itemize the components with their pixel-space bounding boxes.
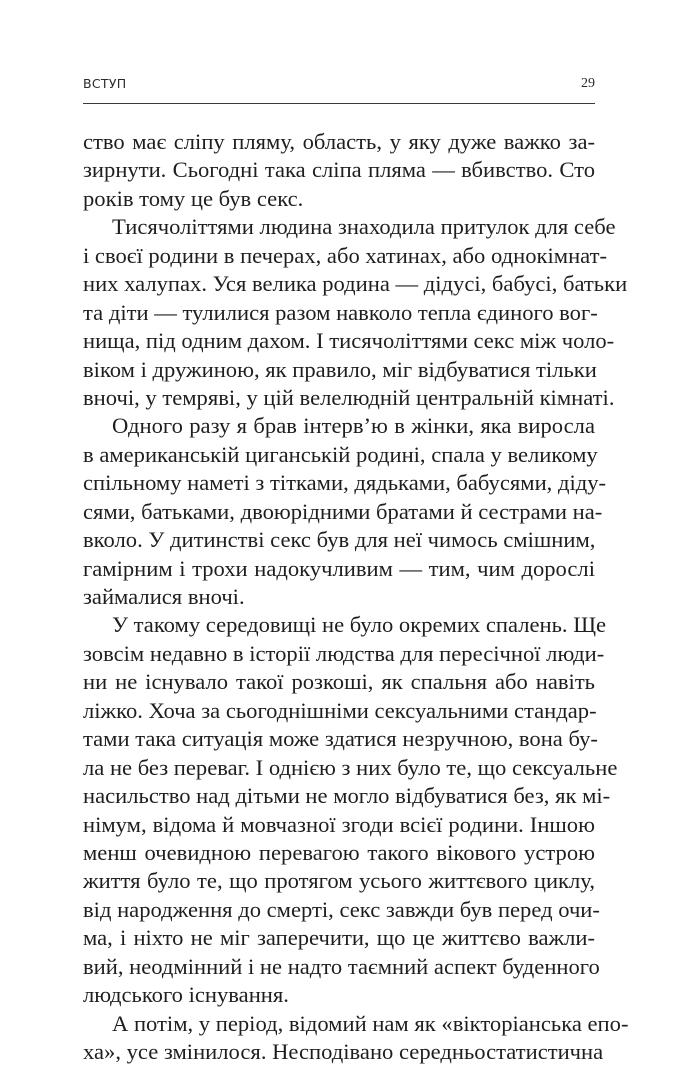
running-header — [83, 72, 595, 94]
text-line: ма, і ніхто не міг заперечити, що це життєво важли- — [83, 925, 595, 951]
text-line: зирнути. Сьогодні така сліпа пляма — вбивство. Сто — [83, 157, 595, 183]
text-line: насильство над дітьми не могло відбуватися без, як мі- — [83, 783, 611, 809]
text-line: німум, відома й мовчазної згоди всієї родини. Іншою — [83, 811, 595, 837]
header-rule — [83, 103, 595, 104]
text-line: та діти — тулилися разом навколо тепла єдиного вог- — [83, 299, 598, 325]
text-line: вий, неодмінний і не надто таємний аспект буденного — [83, 953, 600, 979]
text-line: них халупах. Уся велика родина — дідусі, бабусі, батьки — [83, 271, 628, 297]
page-number: 29 — [581, 76, 595, 91]
text-line: У такому середовищі не було окремих спалень. Ще — [112, 612, 607, 638]
text-line: А потім, у період, відомий нам як «вікторіанська епо- — [112, 1010, 629, 1036]
text-line: вколо. У дитинстві секс був для неї чимось смішним, — [83, 527, 596, 553]
section-title: ВСТУП — [83, 76, 127, 91]
text-line: ха», усе змінилося. Несподівано середньостатистична — [83, 1039, 604, 1064]
text-line: ла не без переваг. І однією з них було те, що сексуальне — [83, 754, 618, 780]
text-line: сями, батьками, двоюрідними братами й сестрами на- — [83, 498, 603, 524]
text-line: ліжко. Хоча за сьогоднішніми сексуальними стандар- — [83, 697, 597, 723]
text-line: років тому це був секс. — [83, 185, 304, 211]
text-line: ство має сліпу пляму, область, у яку дуже важко за- — [83, 129, 595, 154]
text-line: нища, під одним дахом. І тисячоліттями секс між чоло- — [83, 328, 615, 354]
text-line: займалися вночі. — [83, 584, 245, 609]
paragraph — [83, 1010, 629, 1067]
paragraph — [83, 213, 628, 412]
text-line: і своєї родини в печерах, або хатинах, або однокімнат- — [83, 242, 608, 268]
text-line: життя було те, що протягом усього життєвого циклу, — [83, 868, 595, 894]
text-line: від народження до смерті, секс завжди був перед очи- — [83, 896, 600, 922]
text-line: спільному наметі з тітками, дядьками, бабусями, діду- — [83, 470, 607, 496]
text-line: тами така ситуація може здатися незручною, вона бу- — [83, 726, 598, 752]
body-text — [83, 128, 629, 1066]
text-line: менш очевидною перевагою такого вікового устрою — [83, 839, 595, 865]
paragraph — [83, 412, 607, 611]
text-line: ни не існувало такої розкоші, як спальня або навіть — [83, 669, 595, 695]
text-line: гамірним і трохи надокучливим — тим, чим дорослі — [83, 555, 595, 581]
text-line: Тисячоліттями людина знаходила притулок для себе — [112, 214, 616, 240]
text-line: зовсім недавно в історії людства для пересічної люди- — [83, 640, 605, 666]
text-line: віком і дружиною, як правило, міг відбуватися тільки — [83, 356, 597, 382]
paragraph — [83, 128, 595, 213]
paragraph — [83, 611, 618, 1009]
text-line: людського існування. — [83, 982, 289, 1008]
text-line: в американській циганській родині, спала у великому — [83, 441, 598, 467]
text-line: вночі, у темряві, у цій велелюдній центральній кімнаті. — [83, 384, 615, 410]
text-line: Одного разу я брав інтерв’ю в жінки, яка виросла — [112, 413, 595, 439]
